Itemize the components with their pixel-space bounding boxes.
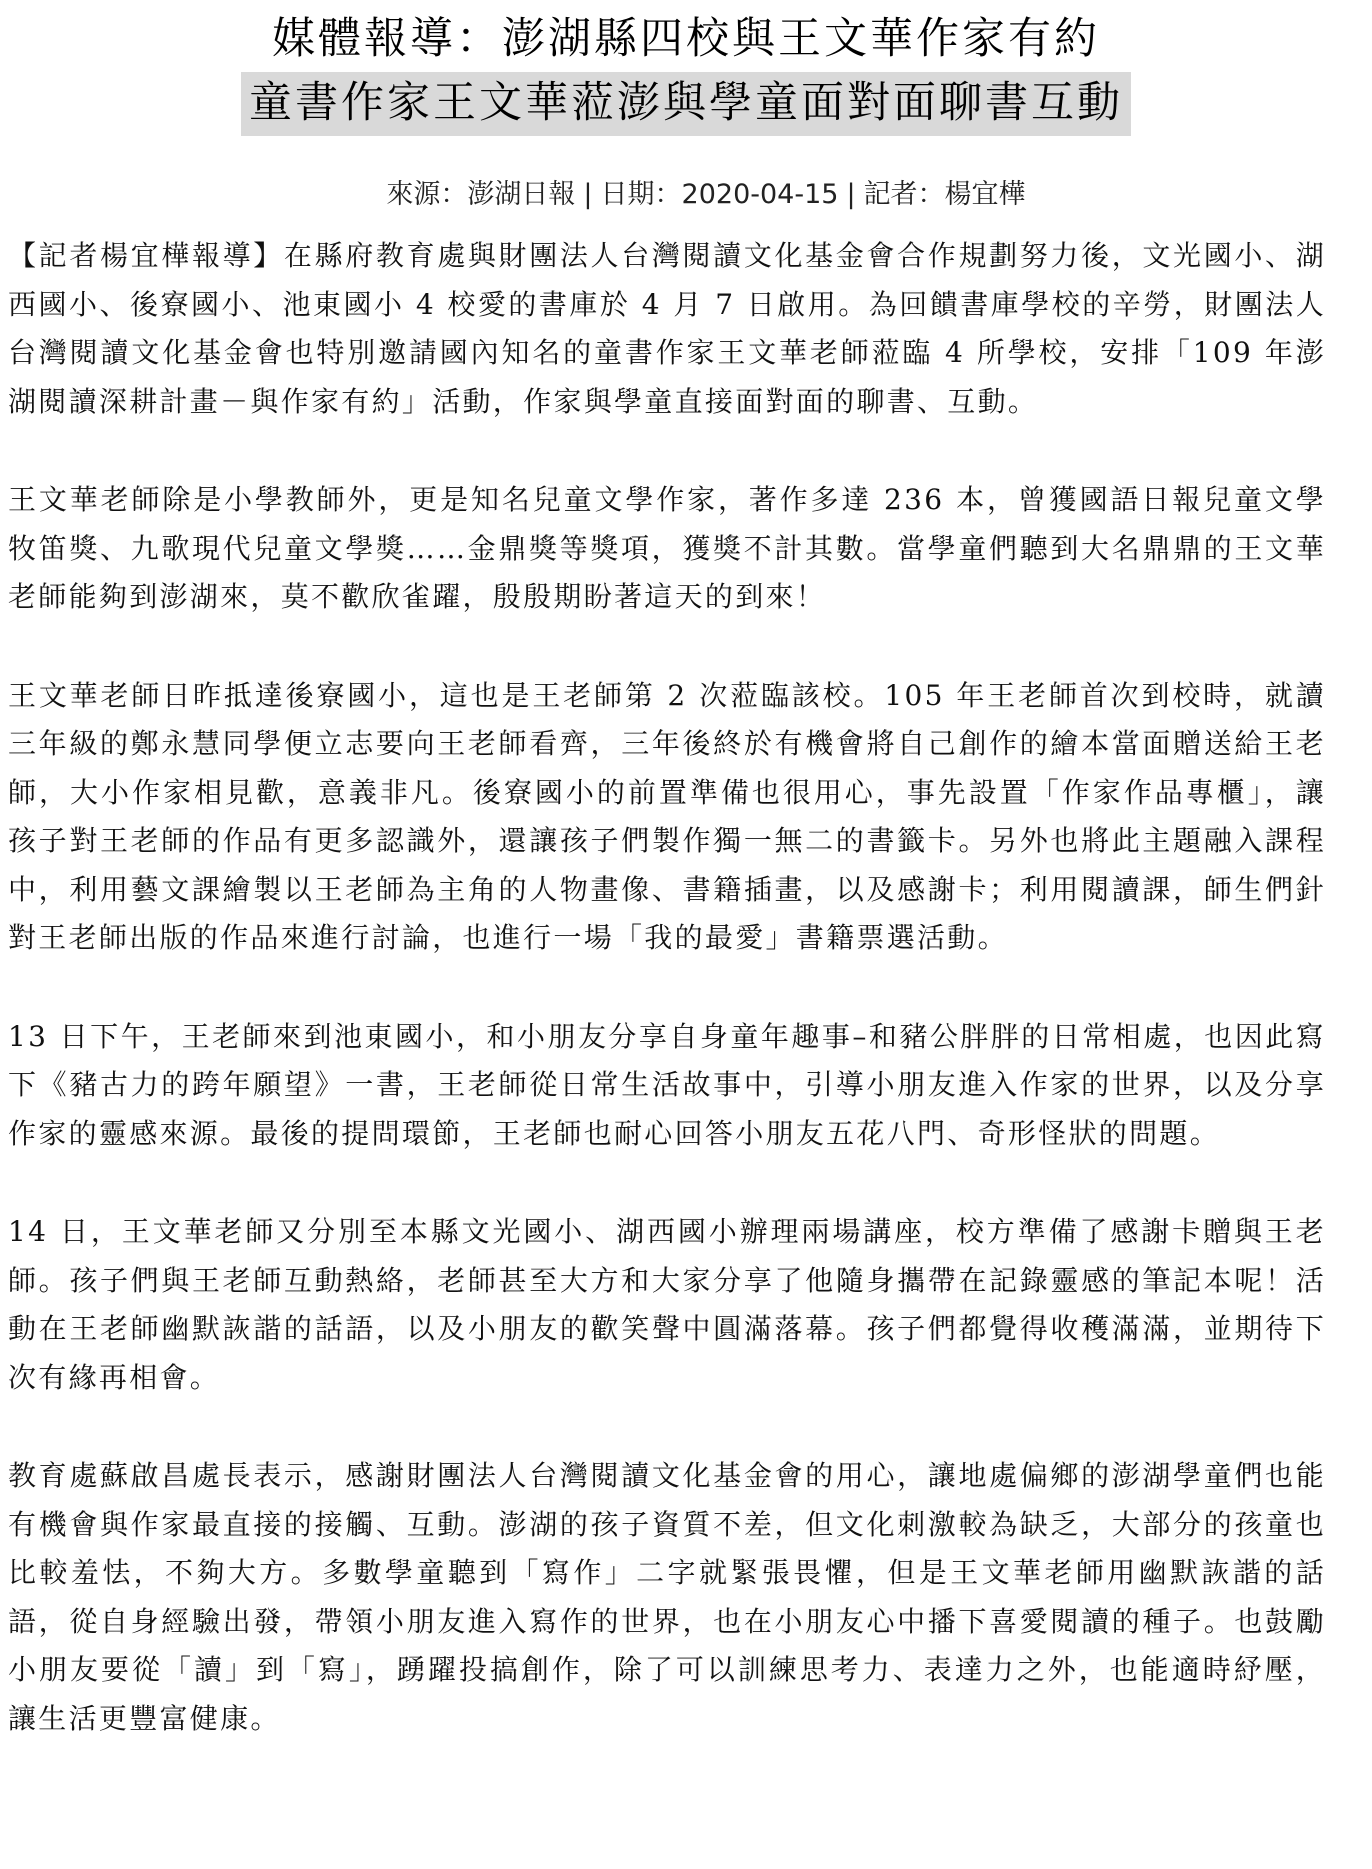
headline-sub-highlighted: 童書作家王文華蒞澎與學童面對面聊書互動 [241,72,1131,136]
paragraph-spacer [8,1402,1326,1452]
paragraph-spacer [8,622,1326,672]
article-paragraph-1: 【記者楊宜樺報導】在縣府教育處與財團法人台灣閱讀文化基金會合作規劃努力後，文光國小、湖西國小、後寮國小、池東國小 4 校愛的書庫於 4 月 7 日啟用。為回饋書庫學校的辛勞，財團法人台灣閱讀文化基金會也特別邀請國內知名的童書作家王文華老師蒞臨 4 所學校，安排「109 年澎湖閱讀深耕計畫－與作家有約」活動，作家與學童直接面對面的聊書、互動。 [8,239,1326,418]
article-paragraph-3: 王文華老師日昨抵達後寮國小，這也是王老師第 2 次蒞臨該校。105 年王老師首次到校時，就讀三年級的鄭永慧同學便立志要向王老師看齊，三年後終於有機會將自己創作的繪本當面贈送給王老師，大小作家相見歡，意義非凡。後寮國小的前置準備也很用心，事先設置「作家作品專櫃」，讓孩子對王老師的作品有更多認識外，還讓孩子們製作獨一無二的書籤卡。另外也將此主題融入課程中，利用藝文課繪製以王老師為主角的人物畫像、書籍插畫，以及感謝卡；利用閱讀課，師生們針對王老師出版的作品來進行討論，也進行一場「我的最愛」書籍票選活動。 [8,678,1326,954]
paragraph-spacer [8,426,1326,476]
headline-block [0,10,1372,142]
meta-separator: | [583,179,593,210]
article-paragraph-5: 14 日，王文華老師又分別至本縣文光國小、湖西國小辦理兩場講座，校方準備了感謝卡贈與王老師。孩子們與王老師互動熱絡，老師甚至大方和大家分享了他隨身攜帶在記錄靈感的筆記本呢！活動在王老師幽默詼諧的話語，以及小朋友的歡笑聲中圓滿落幕。孩子們都覺得收穫滿滿，並期待下次有緣再相會。 [8,1215,1326,1394]
article-meta [40,172,1372,211]
paragraph-spacer [8,1158,1326,1208]
meta-date: 日期：2020-04-15 [600,179,839,210]
headline-main: 媒體報導：澎湖縣四校與王文華作家有約 [272,14,1100,64]
paragraph-spacer [8,963,1326,1013]
article-paragraph-4: 13 日下午，王老師來到池東國小，和小朋友分享自身童年趣事–和豬公胖胖的日常相處，也因此寫下《豬古力的跨年願望》一書，王老師從日常生活故事中，引導小朋友進入作家的世界，以及分享作家的靈感來源。最後的提問環節，王老師也耐心回答小朋友五花八門、奇形怪狀的問題。 [8,1019,1326,1150]
headline-sub-wrap [0,72,1372,142]
meta-reporter: 記者：楊宜樺 [863,179,1026,210]
meta-separator: | [846,179,856,210]
article-paragraph-2: 王文華老師除是小學教師外，更是知名兒童文學作家，著作多達 236 本，曾獲國語日報兒童文學牧笛獎、九歌現代兒童文學獎……金鼎獎等獎項，獲獎不計其數。當學童們聽到大名鼎鼎的王文華老師能夠到澎湖來，莫不歡欣雀躍，殷殷期盼著這天的到來！ [8,483,1326,613]
article-body [8,232,1326,1743]
article-paragraph-6: 教育處蘇啟昌處長表示，感謝財團法人台灣閱讀文化基金會的用心，讓地處偏鄉的澎湖學童們也能有機會與作家最直接的接觸、互動。澎湖的孩子資質不差，但文化刺激較為缺乏，大部分的孩童也比較羞怯，不夠大方。多數學童聽到「寫作」二字就緊張畏懼，但是王文華老師用幽默詼諧的話語，從自身經驗出發，帶領小朋友進入寫作的世界，也在小朋友心中播下喜愛閱讀的種子。也鼓勵小朋友要從「讀」到「寫」，踴躍投搞創作，除了可以訓練思考力、表達力之外，也能適時紓壓，讓生活更豐富健康。 [8,1459,1326,1735]
meta-source: 來源：澎湖日報 [386,179,576,210]
